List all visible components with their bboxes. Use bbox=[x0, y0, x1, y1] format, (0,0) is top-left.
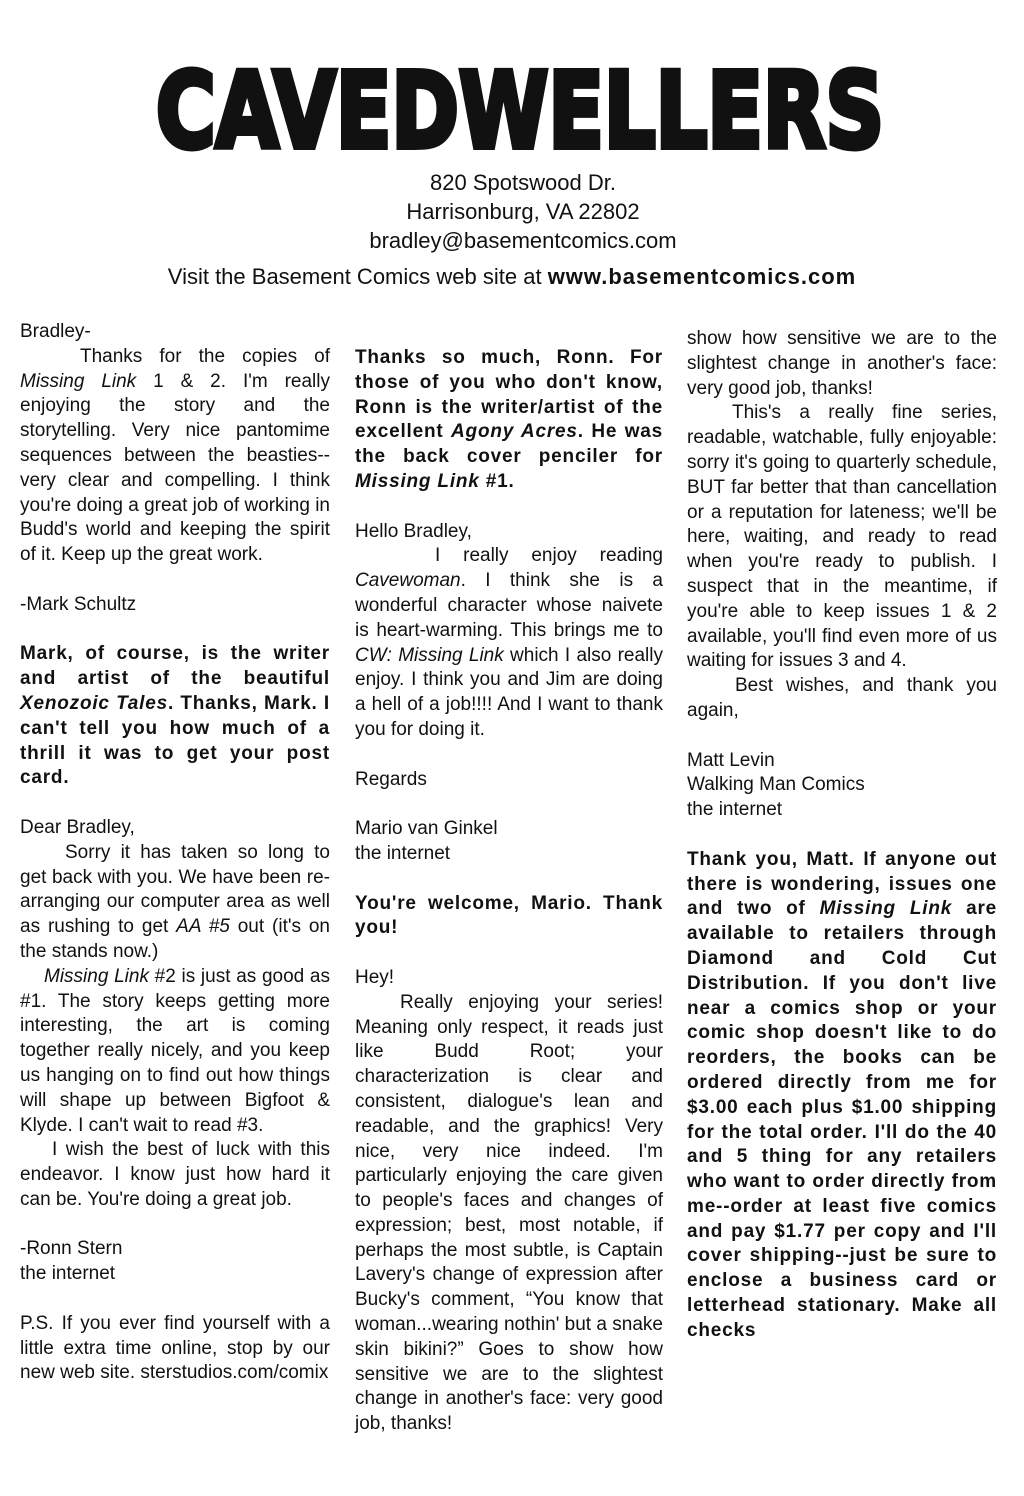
letter-body bbox=[355, 544, 663, 742]
letter-body-continued: show how sensitive we are to the slightest change in another's face: very good job, thanks! bbox=[687, 328, 997, 399]
letter-body bbox=[20, 841, 330, 965]
letter-text: 1 & 2. I'm really enjoying the story and the storytelling. Very nice pantomime sequences between the beasties--very clear and compelling. I think you're doing a great job of working in Budd's world and keeping the spirit of it. Keep up the great work. bbox=[20, 370, 330, 566]
letter-postscript: P.S. If you ever find yourself with a little extra time online, stop by our new web site. sterstudios.com/comix bbox=[20, 1312, 330, 1384]
letter-signature: Matt Levin bbox=[687, 749, 775, 771]
book-title: AA #5 bbox=[176, 916, 230, 938]
reply-text: . He was the back cover penciler for bbox=[355, 421, 664, 468]
letter-text: #2 is just as good as #1. The story keeps getting more interesting, the art is coming together really nicely, and you keep us hanging on to find out how things will shape up between Bigfoot & Klyde. I can't wait to read #3. bbox=[20, 965, 330, 1136]
editor-reply bbox=[355, 346, 663, 495]
street-address: 820 Spotswood Dr. bbox=[430, 170, 616, 195]
letter-body: Really enjoying your series! Meaning only respect, it reads just like Budd Root; your characterization is clear and consistent, dialogue's lean and readable, and the graphics! Very nice, very nice indeed. I'm particularly enjoying the care given to people's faces and changes of expression; best, most notable, if perhaps the most subtle, is Captain Lavery's change of expression after Bucky's comment, “You know that woman...wearing nothin' but a snake skin bikini?” Goes to show how sensitive we are to the slightest change in another's face: very good job, thanks! bbox=[355, 991, 663, 1435]
book-title: Cavewoman bbox=[355, 570, 461, 592]
letter-body: I wish the best of luck with this endeavor. I know just how hard it can be. You're doing a great job. bbox=[20, 1139, 330, 1210]
website-link: www.basementcomics.com bbox=[547, 264, 857, 289]
column-3 bbox=[687, 327, 997, 1344]
column-2 bbox=[355, 346, 664, 1435]
masthead-title: CAVEDWELLERS bbox=[156, 50, 884, 172]
letter-closing: Regards bbox=[355, 768, 427, 790]
letter-text: which I also really enjoy. I think you and Jim are doing a hell of a job!!!! And I want to thank you for doing it. bbox=[355, 644, 664, 740]
letter-salutation: Dear Bradley, bbox=[20, 816, 135, 838]
book-title: Agony Acres bbox=[451, 421, 578, 443]
letter-body bbox=[20, 965, 330, 1139]
reply-text: Thanks so much, Ronn. For those of you who don't know, Ronn is the writer/artist of the excellent bbox=[355, 347, 663, 443]
book-title: CW: Missing Link bbox=[355, 644, 504, 666]
editor-reply bbox=[687, 848, 997, 1344]
letter-text: . I think she is a wonderful character whose naivete is heart-warming. This brings me to bbox=[355, 570, 663, 641]
email-address: bradley@basementcomics.com bbox=[369, 228, 677, 253]
visit-text: Visit the Basement Comics web site at bbox=[167, 264, 542, 289]
reply-text: are available to retailers through Diamond and Cold Cut Distribution. If you don't live near a comics shop or your comic shop doesn't like to do reorders, the books can be ordered directly from me for $3.00 each plus $1.00 shipping for the total order. I'll do the 40 and 5 thing for any retailers who want to order directly from me--order at least five comics and pay $1.77 per copy and I'll cover shipping--just be sure to enclose a business card or letterhead stationary. Make all checks bbox=[687, 898, 998, 1341]
masthead-logo bbox=[150, 50, 890, 172]
column-1 bbox=[20, 320, 330, 1386]
letter-body bbox=[20, 345, 330, 568]
book-title: Missing Link bbox=[355, 470, 480, 492]
letter-location: the internet bbox=[355, 842, 451, 864]
letter-body: Best wishes, and thank you again, bbox=[687, 675, 997, 721]
letter-company: Walking Man Comics bbox=[687, 774, 865, 796]
book-title: Missing Link bbox=[819, 898, 953, 920]
letter-text: I really enjoy reading bbox=[435, 545, 663, 567]
website-line bbox=[0, 262, 1024, 292]
letter-salutation: Bradley- bbox=[20, 321, 91, 342]
book-title: Xenozoic Tales bbox=[20, 692, 168, 714]
reply-text: . Thanks, Mark. I can't tell you how much of a thrill it was to get your post card. bbox=[20, 692, 330, 789]
address-block bbox=[0, 168, 1024, 255]
city-address: Harrisonburg, VA 22802 bbox=[406, 199, 640, 224]
letter-body: This's a really fine series, readable, watchable, fully enjoyable: sorry it's going to quarterly schedule, BUT far better that than cancellation or a reputation for lateness; we'll be here, waiting, and ready to read when you're ready to publish. I suspect that in the meantime, if you're able to keep issues 1 & 2 available, you'll find even more of us waiting for issues 3 and 4. bbox=[687, 402, 997, 672]
reply-text: Mark, of course, is the writer and artist of the beautiful bbox=[20, 643, 330, 690]
letter-text: Thanks for the copies of bbox=[80, 345, 330, 367]
letter-signature: Mario van Ginkel bbox=[355, 818, 498, 840]
letter-salutation: Hello Bradley, bbox=[355, 520, 472, 542]
letter-text: out (it's on the stands now.) bbox=[20, 916, 330, 962]
editor-reply bbox=[20, 642, 330, 791]
letter-signature: -Ronn Stern bbox=[20, 1238, 123, 1260]
letter-signature: -Mark Schultz bbox=[20, 593, 137, 615]
letter-location: the internet bbox=[20, 1263, 116, 1285]
reply-text: #1. bbox=[479, 470, 515, 492]
reply-text: Thank you, Matt. If anyone out there is wondering, issues one and two of bbox=[687, 848, 997, 920]
letter-salutation: Hey! bbox=[355, 966, 395, 988]
letter-location: the internet bbox=[687, 799, 783, 821]
letter-text: Sorry it has taken so long to get back with you. We have been re-arranging our computer area as well as rushing to get bbox=[20, 841, 330, 938]
book-title: Missing Link bbox=[20, 370, 137, 392]
editor-reply: You're welcome, Mario. Thank you! bbox=[355, 892, 663, 939]
book-title: Missing Link bbox=[44, 965, 149, 987]
